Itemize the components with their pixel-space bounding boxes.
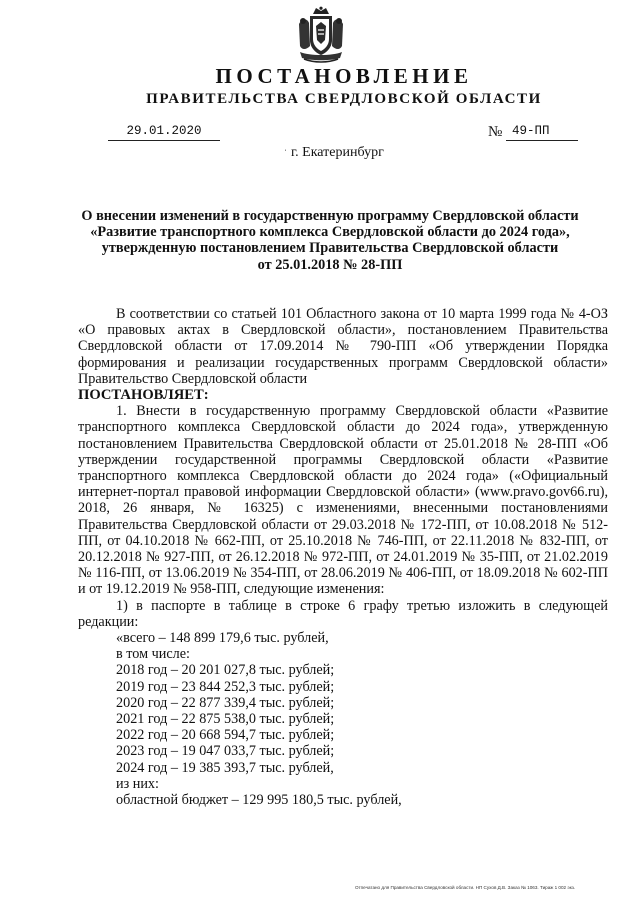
funding-line: 2024 год – 19 385 393,7 тыс. рублей, (116, 759, 334, 776)
preamble-paragraph: В соответствии со статьей 101 Областного закона от 10 марта 1999 года № 4-ОЗ «О правовых актах в Свердловской области», постановлением Правительства Свердловской области от 17.09.2014 № 790-ПП «Об утверждении Порядка формирования и реализации государственных программ Свердловской области» Правительство Свердловской области (78, 306, 608, 387)
funding-line: 2019 год – 23 844 252,3 тыс. рублей; (116, 678, 335, 695)
print-footer: Отпечатано для Правительства Свердловской области. НП Сухов Д.В. Заказ № 1063. Тираж 1 002 экз. (355, 885, 576, 890)
funding-line: из них: (116, 775, 159, 792)
document-body (78, 306, 608, 808)
document-heading (60, 208, 600, 273)
document-issuer: ПРАВИТЕЛЬСТВА СВЕРДЛОВСКОЙ ОБЛАСТИ (146, 91, 542, 107)
document-city (284, 145, 384, 161)
funding-line: в том числе: (116, 646, 190, 663)
coat-of-arms-icon (296, 6, 346, 64)
heading-line: от 25.01.2018 № 28-ПП (257, 256, 403, 273)
funding-line: 2018 год – 20 201 027,8 тыс. рублей; (116, 662, 335, 679)
heading-line: О внесении изменений в государственную программу Свердловской области (81, 208, 579, 224)
document-date: 29.01.2020 (108, 123, 220, 141)
city-mark: ˈ (284, 148, 287, 158)
resolves-heading: ПОСТАНОВЛЯЕТ: (78, 387, 209, 404)
funding-line: 2021 год – 22 875 538,0 тыс. рублей; (116, 711, 335, 728)
city-name: г. Екатеринбург (291, 145, 384, 160)
document-number: 49-ПП (506, 123, 578, 141)
funding-line: 2022 год – 20 668 594,7 тыс. рублей; (116, 727, 335, 744)
funding-line: 2023 год – 19 047 033,7 тыс. рублей; (116, 743, 335, 760)
number-label: № (488, 124, 503, 140)
heading-line: «Развитие транспортного комплекса Свердловской области до 2024 года», (90, 224, 570, 241)
funding-line: «всего – 148 899 179,6 тыс. рублей, (116, 630, 329, 647)
item-1-1-paragraph: 1) в паспорте в таблице в строке 6 графу третью изложить в следующей редакции: (78, 597, 608, 630)
document-title: ПОСТАНОВЛЕНИЕ (215, 64, 473, 88)
funding-line: областной бюджет – 129 995 180,5 тыс. рублей, (116, 792, 402, 809)
item-1-paragraph: 1. Внести в государственную программу Свердловской области «Развитие транспортного комплекса Свердловской области до 2024 года», утвержденную постановлением Правительства Свердловской области от 25.01.2018 № 28-ПП «Об утверждении государственной программы Свердловской области «Развитие транспортного комплекса Свердловской области до 2024 года» («Официальный интернет-портал правовой информации Свердловской области» (www.pravo.gov66.ru), 2018, 26 января, № 16325) с изменениями, внесенными постановлениями Правительства Свердловской области от 29.03.2018 № 172-ПП, от 10.08.2018 № 512-ПП, от 04.10.2018 № 662-ПП, от 25.10.2018 № 746-ПП, от 22.11.2018 № 832-ПП, от 20.12.2018 № 927-ПП, от 26.12.2018 № 972-ПП, от 24.01.2019 № 35-ПП, от 21.02.2019 № 116-ПП, от 13.06.2019 № 354-ПП, от 28.06.2019 № 406-ПП, от 18.09.2018 № 602-ПП и от 19.12.2019 № 958-ПП, следующие изменения: (78, 403, 608, 598)
heading-line: утвержденную постановлением Правительства Свердловской области (101, 240, 559, 257)
funding-line: 2020 год – 22 877 339,4 тыс. рублей; (116, 694, 335, 711)
